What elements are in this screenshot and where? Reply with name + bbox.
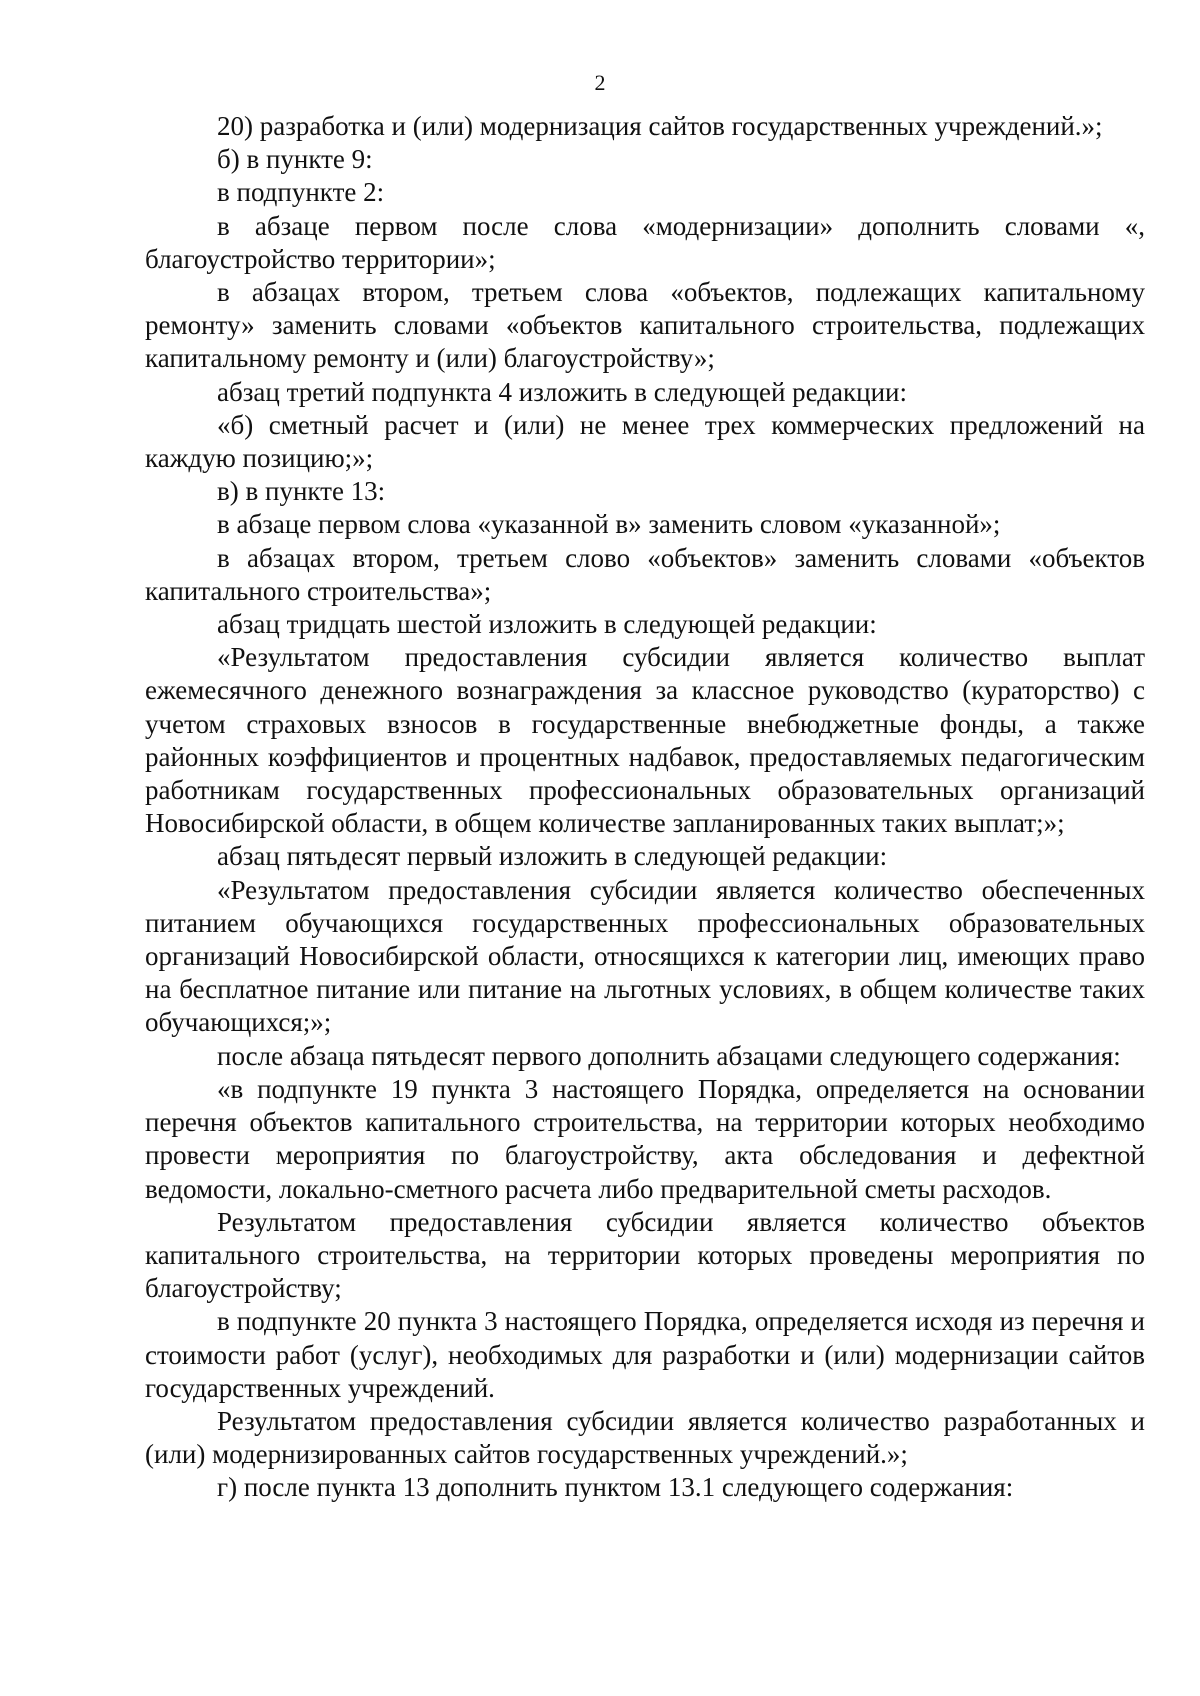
document-body xyxy=(145,110,1145,1505)
paragraph-result-websites: Результатом предоставления субсидии является количество разработанных и (или) модернизированных сайтов государственных учреждений.»; xyxy=(145,1405,1145,1470)
paragraph-subpoint-19: «в подпункте 19 пункта 3 настоящего Порядка, определяется на основании перечня объектов капитального строительства, на территории которых необходимо провести мероприятия по благоустройству, акта обследования и дефектной ведомости, локально-сметного расчета либо предварительной сметы расходов. xyxy=(145,1073,1145,1204)
paragraph-abzac-third-subpoint-4: абзац третий подпункта 4 изложить в следующей редакции: xyxy=(217,376,907,407)
paragraph-subpoint-2: в подпункте 2: xyxy=(217,177,385,208)
paragraph-subpoint-20: в подпункте 20 пункта 3 настоящего Порядка, определяется исходя из перечня и стоимости работ (услуг), необходимых для разработки и (или) модернизации сайтов государственных учреждений. xyxy=(145,1306,1145,1403)
paragraph-v: в) в пункте 13: xyxy=(217,476,386,507)
paragraph-b: б) в пункте 9: xyxy=(217,144,373,175)
paragraph-first-abzac: в абзаце первом после слова «модернизации» дополнить словами «, благоустройство территории»; xyxy=(145,210,1145,274)
page-number: 2 xyxy=(594,70,606,95)
paragraph-abzac-36: абзац тридцать шестой изложить в следующей редакции: xyxy=(217,609,877,640)
paragraph-second-third-abzac-13: в абзацах втором, третьем слово «объектов» заменить словами «объектов капитального строительства»; xyxy=(145,542,1145,606)
paragraph-result-landscaping: Результатом предоставления субсидии является количество объектов капитального строительства, на территории которых проведены мероприятия по благоустройству; xyxy=(145,1206,1145,1304)
paragraph-smetny-raschet: «б) сметный расчет и (или) не менее трех коммерческих предложений на каждую позицию;»; xyxy=(145,409,1145,474)
paragraph-result-payments: «Результатом предоставления субсидии является количество выплат ежемесячного денежного вознаграждения за классное руководство (кураторство) с учетом страховых взносов в государственные внебюджетные фонды, а также районных коэффициентов и процентных надбавок, предоставляемых педагогическим работникам государственных профессиональных образовательных организаций Новосибирской области, в общем количестве запланированных таких выплат;»; xyxy=(145,642,1145,839)
paragraph-g: г) после пункта 13 дополнить пунктом 13.1 следующего содержания: xyxy=(217,1472,1014,1503)
paragraph-second-third-abzac: в абзацах втором, третьем слова «объектов, подлежащих капитальному ремонту» заменить словами «объектов капитального строительства, подлежащих капитальному ремонту и (или) благоустройству»; xyxy=(145,277,1145,374)
paragraph-first-abzac-13: в абзаце первом слова «указанной в» заменить словом «указанной»; xyxy=(217,509,1001,540)
paragraph-abzac-51: абзац пятьдесят первый изложить в следующей редакции: xyxy=(217,841,888,872)
paragraph-result-meals: «Результатом предоставления субсидии является количество обеспеченных питанием обучающихся государственных профессиональных образовательных организаций Новосибирской области, относящихся к категории лиц, имеющих право на бесплатное питание или питание на льготных условиях, в общем количестве таких обучающихся;»; xyxy=(145,874,1145,1038)
paragraph-item-20: 20) разработка и (или) модернизация сайтов государственных учреждений.»; xyxy=(217,111,1103,141)
paragraph-after-abzac-51: после абзаца пятьдесят первого дополнить абзацами следующего содержания: xyxy=(217,1040,1121,1071)
